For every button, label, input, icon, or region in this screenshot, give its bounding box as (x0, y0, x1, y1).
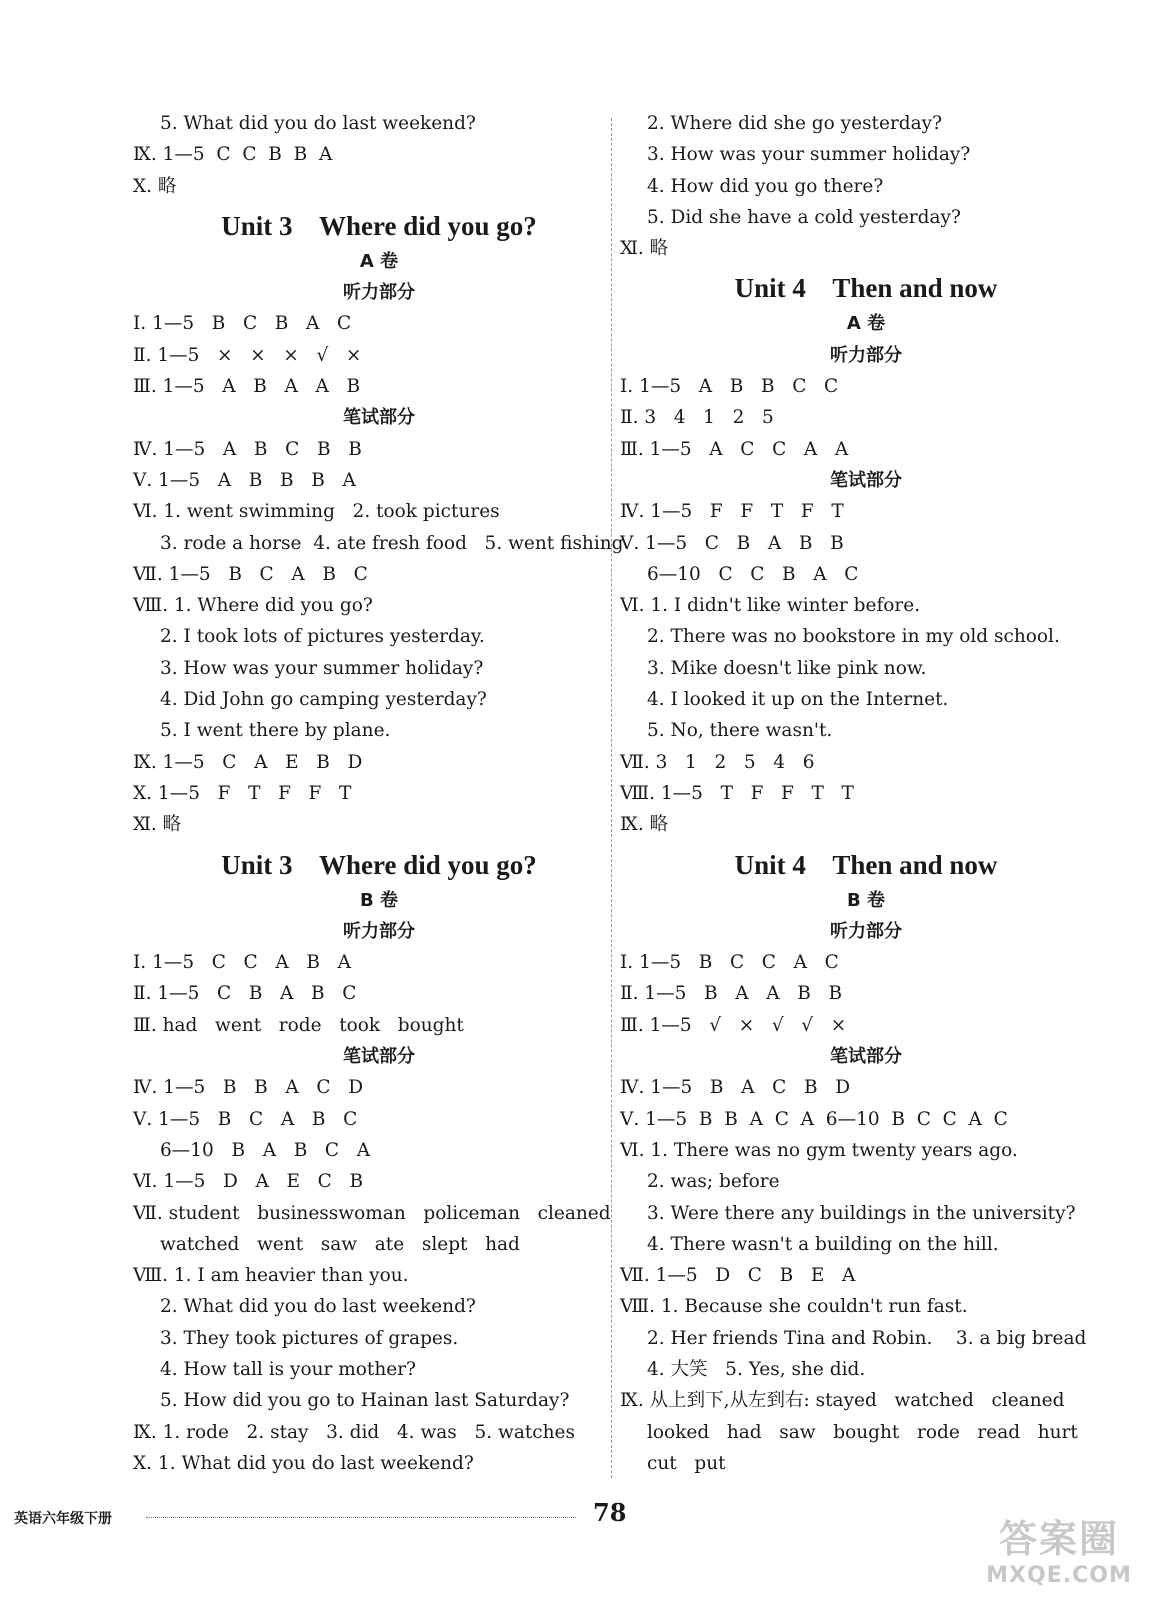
answer-line: 2. I took lots of pictures yesterday. (160, 626, 485, 648)
answer-line: 4. Did John go camping yesterday? (160, 689, 487, 711)
answer-line: 2. was; before (647, 1171, 780, 1193)
answer-line: Ⅵ. 1. went swimming 2. took pictures (133, 501, 500, 523)
answer-line: 3. How was your summer holiday? (160, 657, 484, 679)
answer-line: Ⅳ. 1—5 A B C B B (133, 438, 362, 460)
answer-line: 3. How was your summer holiday? (647, 144, 971, 166)
answer-line: Ⅴ. 1—5 B C A B C (133, 1108, 358, 1130)
unit-heading: Unit 3 Where did you go? (221, 210, 537, 241)
answer-line: Ⅴ. 1—5 C B A B B (620, 532, 844, 554)
answer-line: Ⅷ. 1—5 T F F T T (620, 782, 854, 804)
section-subheading: B 卷 (360, 889, 398, 911)
answer-line: looked had saw bought rode read hurt (647, 1421, 1078, 1443)
answer-line: Ⅳ. 1—5 B B A C D (133, 1077, 364, 1099)
answer-line: 2. What did you do last weekend? (160, 1296, 476, 1318)
answer-line: Ⅰ. 1—5 A B B C C (620, 376, 839, 398)
answer-line: 5. How did you go to Hainan last Saturday? (160, 1390, 570, 1412)
answer-line: Ⅸ. 从上到下,从左到右: stayed watched cleaned (620, 1390, 1065, 1412)
answer-line: Ⅺ. 略 (133, 814, 182, 836)
answer-line: 3. They took pictures of grapes. (160, 1327, 459, 1349)
answer-line: 6—10 C C B A C (647, 563, 859, 585)
section-subheading: 听力部分 (343, 282, 415, 304)
answer-line: Ⅵ. 1. I didn't like winter before. (620, 595, 921, 617)
section-subheading: 笔试部分 (830, 1046, 902, 1068)
answer-line: 4. There wasn't a building on the hill. (647, 1233, 999, 1255)
section-subheading: A 卷 (359, 250, 399, 272)
answer-line: 2. There was no bookstore in my old school. (647, 626, 1060, 648)
answer-line: Ⅲ. 1—5 A C C A A (620, 438, 849, 460)
answer-line: 5. Did she have a cold yesterday? (647, 206, 961, 228)
answer-line: Ⅳ. 1—5 F F T F T (620, 501, 844, 523)
answer-line: Ⅲ. 1—5 √ × √ √ × (620, 1014, 847, 1036)
answer-line: Ⅸ. 1—5 C C B B A (133, 144, 333, 166)
answer-line: Ⅲ. had went rode took bought (133, 1014, 464, 1036)
watermark-logo (969, 1508, 1149, 1588)
answer-line: Ⅵ. 1—5 D A E C B (133, 1171, 364, 1193)
answer-line: Ⅵ. 1. There was no gym twenty years ago. (620, 1139, 1018, 1161)
answer-line: Ⅶ. 1—5 D C B E A (620, 1265, 856, 1287)
answer-line: watched went saw ate slept had (160, 1233, 520, 1255)
answer-line: Ⅰ. 1—5 B C C A C (620, 952, 839, 974)
section-subheading: 笔试部分 (343, 1046, 415, 1068)
section-subheading: 听力部分 (830, 344, 902, 366)
answer-line: Ⅹ. 略 (133, 175, 177, 197)
answer-line: Ⅶ. 1—5 B C A B C (133, 563, 368, 585)
answer-line: Ⅴ. 1—5 A B B B A (133, 469, 356, 491)
page-number: 78 (593, 1498, 627, 1527)
answer-line: 6—10 B A B C A (160, 1139, 371, 1161)
answer-line: Ⅹ. 1. What did you do last weekend? (133, 1452, 474, 1474)
answer-line: Ⅺ. 略 (620, 238, 669, 260)
answer-line: 5. I went there by plane. (160, 720, 391, 742)
answer-line: Ⅰ. 1—5 C C A B A (133, 952, 351, 974)
answer-line: Ⅹ. 1—5 F T F F T (133, 782, 352, 804)
left-column (133, 108, 625, 1479)
section-subheading: 笔试部分 (343, 407, 415, 429)
answer-line: Ⅶ. student businesswoman policeman cleaned (133, 1202, 611, 1224)
answer-line: Ⅱ. 3 4 1 2 5 (620, 407, 774, 429)
answer-line: Ⅲ. 1—5 A B A A B (133, 376, 361, 398)
answer-line: Ⅸ. 1—5 C A E B D (133, 751, 363, 773)
answer-line: 3. rode a horse 4. ate fresh food 5. went fishing (160, 532, 624, 554)
answer-line: 2. Where did she go yesterday? (647, 113, 943, 134)
answer-line: Ⅰ. 1—5 B C B A C (133, 313, 352, 335)
answer-line: Ⅸ. 略 (620, 814, 669, 836)
answer-line: 4. How tall is your mother? (160, 1358, 416, 1380)
answer-line: 2. Her friends Tina and Robin. 3. a big bread (647, 1327, 1087, 1349)
section-subheading: 听力部分 (830, 920, 902, 942)
section-subheading: 笔试部分 (830, 469, 902, 491)
answer-line: 3. Were there any buildings in the university? (647, 1202, 1076, 1224)
section-subheading: 听力部分 (343, 920, 415, 942)
section-subheading: B 卷 (847, 889, 885, 911)
column-divider (611, 118, 612, 1478)
answer-line: Ⅶ. 3 1 2 5 4 6 (620, 751, 815, 773)
answer-line: Ⅸ. 1. rode 2. stay 3. did 4. was 5. watches (133, 1421, 575, 1443)
footer-rule (146, 1517, 576, 1518)
answer-line: Ⅷ. 1. I am heavier than you. (133, 1265, 409, 1287)
unit-heading: Unit 3 Where did you go? (221, 849, 537, 880)
answer-line: 3. Mike doesn't like pink now. (647, 657, 927, 679)
right-column (620, 108, 1112, 1479)
answer-line: 5. What did you do last weekend? (160, 113, 476, 134)
answer-line: 4. 大笑 5. Yes, she did. (647, 1358, 866, 1380)
unit-heading: Unit 4 Then and now (734, 273, 998, 304)
answer-line: Ⅳ. 1—5 B A C B D (620, 1077, 851, 1099)
answer-line: 5. No, there wasn't. (647, 720, 833, 742)
answer-line: cut put (647, 1452, 726, 1474)
answer-line: 4. I looked it up on the Internet. (647, 689, 949, 711)
answer-line: Ⅷ. 1. Where did you go? (133, 595, 373, 617)
book-title: 英语六年级下册 (14, 1511, 112, 1527)
answer-line: Ⅱ. 1—5 × × × √ × (133, 344, 362, 366)
answer-line: Ⅱ. 1—5 B A A B B (620, 983, 843, 1005)
answer-line: Ⅴ. 1—5 B B A C A 6—10 B C C A C (620, 1108, 1008, 1130)
watermark-url: MXQE.COM (986, 1563, 1132, 1588)
answer-line: Ⅱ. 1—5 C B A B C (133, 983, 357, 1005)
answer-line: Ⅷ. 1. Because she couldn't run fast. (620, 1296, 968, 1318)
answer-line: 4. How did you go there? (647, 175, 884, 197)
unit-heading: Unit 4 Then and now (734, 849, 998, 880)
watermark-text: 答案圈 (998, 1517, 1119, 1561)
section-subheading: A 卷 (846, 313, 886, 335)
